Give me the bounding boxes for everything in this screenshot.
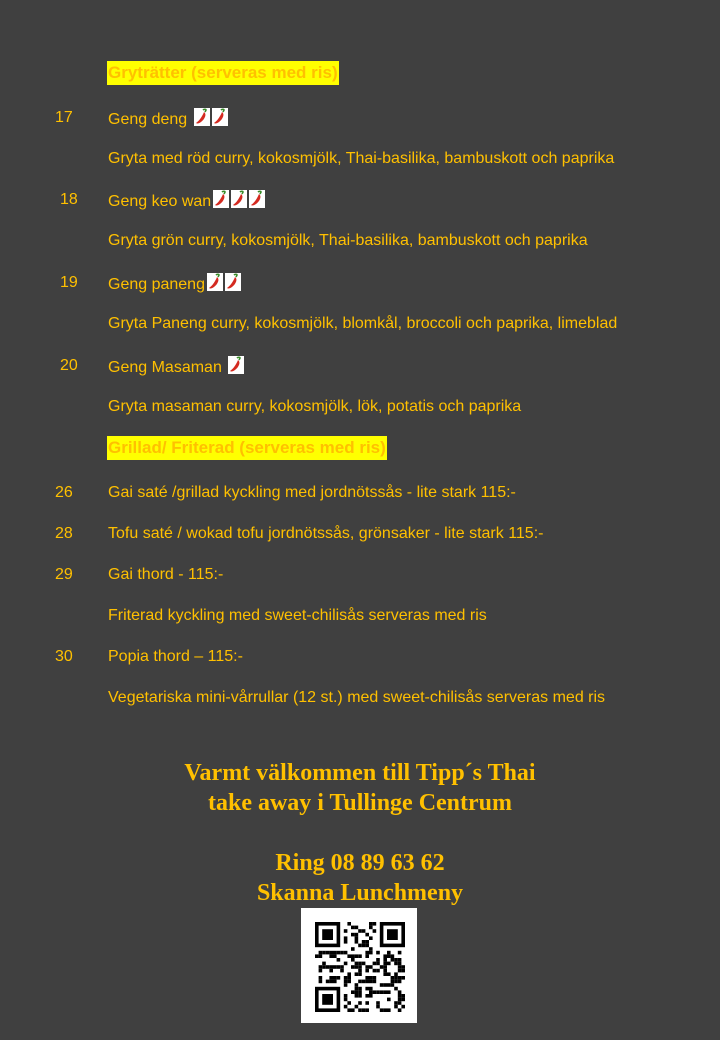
section-heading-gryt: Gryträtter (serveras med ris): [107, 61, 339, 85]
chili-pepper-icon: [249, 190, 265, 208]
item-description: Friterad kyckling med sweet-chilisås serveras med ris: [108, 607, 487, 624]
section-heading-grillad: Grillad/ Friterad (serveras med ris): [107, 436, 387, 460]
item-name: Geng paneng: [108, 273, 241, 295]
chili-rating: [226, 359, 244, 376]
item-number: 30: [55, 648, 73, 665]
item-description: Vegetariska mini-vårrullar (12 st.) med sweet-chilisås serveras med ris: [108, 689, 606, 706]
item-description: Gryta med röd curry, kokosmjölk, Thai-basilika, bambuskott och paprika: [108, 150, 615, 167]
chili-pepper-icon: [207, 273, 223, 291]
item-number: 19: [60, 274, 78, 291]
item-number: 28: [55, 525, 73, 542]
chili-pepper-icon: [228, 356, 244, 374]
qr-code[interactable]: [301, 908, 417, 1023]
chili-rating: [205, 276, 241, 293]
welcome-line-1: Varmt välkommen till Tipp´s Thai: [184, 760, 536, 786]
item-name: Gai saté /grillad kyckling med jordnötssås - lite stark 115:-: [108, 484, 516, 501]
chili-pepper-icon: [231, 190, 247, 208]
item-description: Gryta grön curry, kokosmjölk, Thai-basilika, bambuskott och paprika: [108, 232, 588, 249]
item-number: 20: [60, 357, 78, 374]
item-name: Popia thord – 115:-: [108, 648, 243, 665]
chili-pepper-icon: [213, 190, 229, 208]
item-number: 26: [55, 484, 73, 501]
item-name: Geng deng: [108, 108, 228, 130]
phone-line: Ring 08 89 63 62: [275, 850, 445, 876]
chili-rating: [192, 111, 228, 128]
item-name: Tofu saté / wokad tofu jordnötssås, grönsaker - lite stark 115:-: [108, 525, 544, 542]
scan-menu-line: Skanna Lunchmeny: [256, 880, 464, 906]
welcome-line-2: take away i Tullinge Centrum: [207, 790, 513, 816]
item-name: Geng keo wan: [108, 190, 265, 212]
chili-pepper-icon: [212, 108, 228, 126]
item-name: Gai thord - 115:-: [108, 566, 224, 583]
qr-code-graphic: [301, 908, 417, 1023]
item-number: 29: [55, 566, 73, 583]
item-description: Gryta masaman curry, kokosmjölk, lök, potatis och paprika: [108, 398, 522, 415]
chili-rating: [211, 193, 265, 210]
item-description: Gryta Paneng curry, kokosmjölk, blomkål, broccoli och paprika, limeblad: [108, 315, 618, 332]
item-name: Geng Masaman: [108, 356, 244, 378]
chili-pepper-icon: [194, 108, 210, 126]
item-number: 17: [55, 109, 73, 126]
item-number: 18: [60, 191, 78, 208]
chili-pepper-icon: [225, 273, 241, 291]
